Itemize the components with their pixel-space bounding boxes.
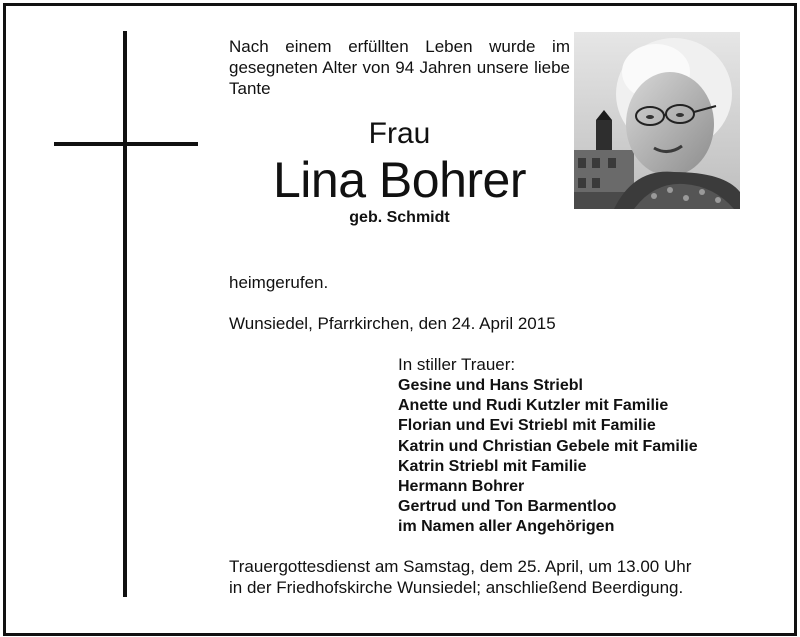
place-date: Wunsiedel, Pfarrkirchen, den 24. April 2015 [229, 314, 556, 333]
service-line-2: in der Friedhofskirche Wunsiedel; anschließend Beerdigung. [229, 578, 684, 597]
mourner-entry: Gertrud und Ton Barmentloo [398, 498, 617, 516]
cross-icon-crossbar [54, 142, 198, 146]
mourner-entry: Katrin Striebl mit Familie [398, 457, 587, 475]
mourner-entry: im Namen aller Angehörigen [398, 518, 615, 536]
mourner-entry: Katrin und Christian Gebele mit Familie [398, 437, 698, 455]
deceased-name: Lina Bohrer [273, 152, 526, 208]
mourner-entry: Anette und Rudi Kutzler mit Familie [398, 397, 669, 415]
funeral-service-info [229, 556, 749, 598]
salutation: Frau [368, 117, 431, 150]
mourning-heading: In stiller Trauer: [398, 355, 516, 374]
intro-text: Nach einem erfüllten Leben wurde im gesegneten Alter von 94 Jahren unsere liebe Tante [229, 37, 570, 98]
called-home-text: heimgerufen. [229, 273, 329, 292]
cross-icon [123, 31, 127, 597]
service-line-1: Trauergottesdienst am Samstag, dem 25. April, um 13.00 Uhr [229, 557, 692, 576]
portrait-photo-drawing [574, 32, 740, 209]
mourner-entry: Gesine und Hans Striebl [398, 377, 583, 394]
portrait-photo [574, 32, 740, 209]
maiden-name: geb. Schmidt [349, 209, 450, 226]
mourners-list [398, 376, 698, 538]
mourner-entry: Florian und Evi Striebl mit Familie [398, 417, 656, 435]
mourner-entry: Hermann Bohrer [398, 478, 525, 496]
